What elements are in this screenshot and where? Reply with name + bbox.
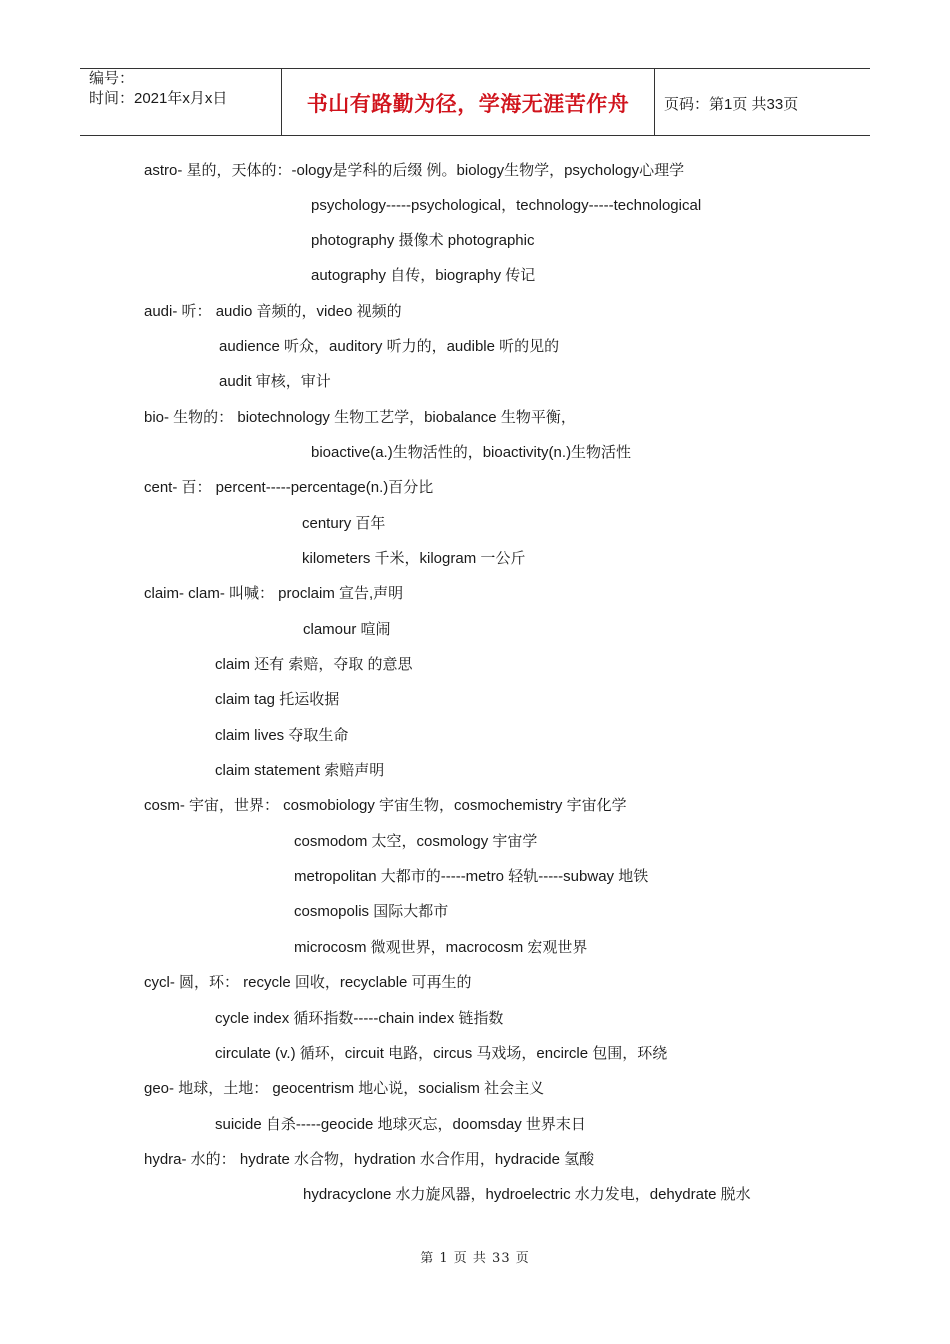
- vocab-line: autography 自传，biography 传记: [311, 267, 536, 284]
- vocab-line: microcosm 微观世界，macrocosm 宏观世界: [294, 939, 588, 956]
- vocab-line: hydra- 水的： hydrate 水合物，hydration 水合作用，hydracide 氢酸: [144, 1151, 595, 1168]
- document-number-label: 编号：: [89, 70, 135, 87]
- vocab-line: cosmodom 太空，cosmology 宇宙学: [294, 833, 538, 850]
- vocab-line: century 百年: [302, 515, 386, 532]
- vocab-line: audit 审核，审计: [219, 373, 331, 390]
- vocab-line: claim lives 夺取生命: [215, 727, 349, 744]
- vocab-line: bioactive(a.)生物活性的，bioactivity(n.)生物活性: [311, 444, 632, 461]
- vocab-line: bio- 生物的： biotechnology 生物工艺学，biobalance 生物平衡，: [144, 409, 576, 426]
- document-date-label: 时间：2021年x月x日: [89, 90, 228, 107]
- vocab-line: claim 还有 索赔，夺取 的意思: [215, 656, 413, 673]
- header-divider-right: [654, 69, 655, 136]
- vocab-line: cosm- 宇宙，世界： cosmobiology 宇宙生物，cosmochemistry 宇宙化学: [144, 797, 627, 814]
- vocab-line: audi- 听： audio 音频的，video 视频的: [144, 303, 402, 320]
- vocab-line: cent- 百： percent-----percentage(n.)百分比: [144, 479, 434, 496]
- vocab-line: claim- clam- 叫喊： proclaim 宣告,声明: [144, 585, 404, 602]
- vocab-line: metropolitan 大都市的-----metro 轻轨-----subway 地铁: [294, 868, 649, 885]
- vocab-line: clamour 喧闹: [303, 621, 391, 638]
- vocab-line: cosmopolis 国际大都市: [294, 903, 449, 920]
- vocab-line: photography 摄像术 photographic: [311, 232, 535, 249]
- header-meta: [89, 69, 227, 109]
- vocab-line: claim statement 索赔声明: [215, 762, 385, 779]
- vocab-line: psychology-----psychological，technology-----technological: [311, 197, 702, 214]
- vocab-line: hydracyclone 水力旋风器，hydroelectric 水力发电，dehydrate 脱水: [303, 1186, 751, 1203]
- page-footer: 第 1 页 共 33 页: [420, 1251, 530, 1266]
- vocab-line: claim tag 托运收据: [215, 691, 340, 708]
- vocab-line: suicide 自杀-----geocide 地球灭忘，doomsday 世界末日: [215, 1116, 586, 1133]
- vocab-line: geo- 地球，土地： geocentrism 地心说，socialism 社会主义: [144, 1080, 545, 1097]
- vocab-line: cycl- 圆，环： recycle 回收，recyclable 可再生的: [144, 974, 472, 991]
- vocab-line: cycle index 循环指数-----chain index 链指数: [215, 1010, 504, 1027]
- vocab-line: kilometers 千米，kilogram 一公斤: [302, 550, 526, 567]
- header-motto: 书山有路勤为径，学海无涯苦作舟: [306, 91, 630, 116]
- header-page-info: 页码：第1页 共33页: [664, 96, 799, 113]
- vocab-line: circulate (v.) 循环，circuit 电路，circus 马戏场，encircle 包围，环绕: [215, 1045, 668, 1062]
- vocab-line: audience 听众，auditory 听力的，audible 听的见的: [219, 338, 560, 355]
- vocab-line: astro- 星的，天体的：-ology是学科的后缀 例。biology生物学，psychology心理学: [144, 162, 685, 179]
- header-bottom-rule: [80, 135, 870, 136]
